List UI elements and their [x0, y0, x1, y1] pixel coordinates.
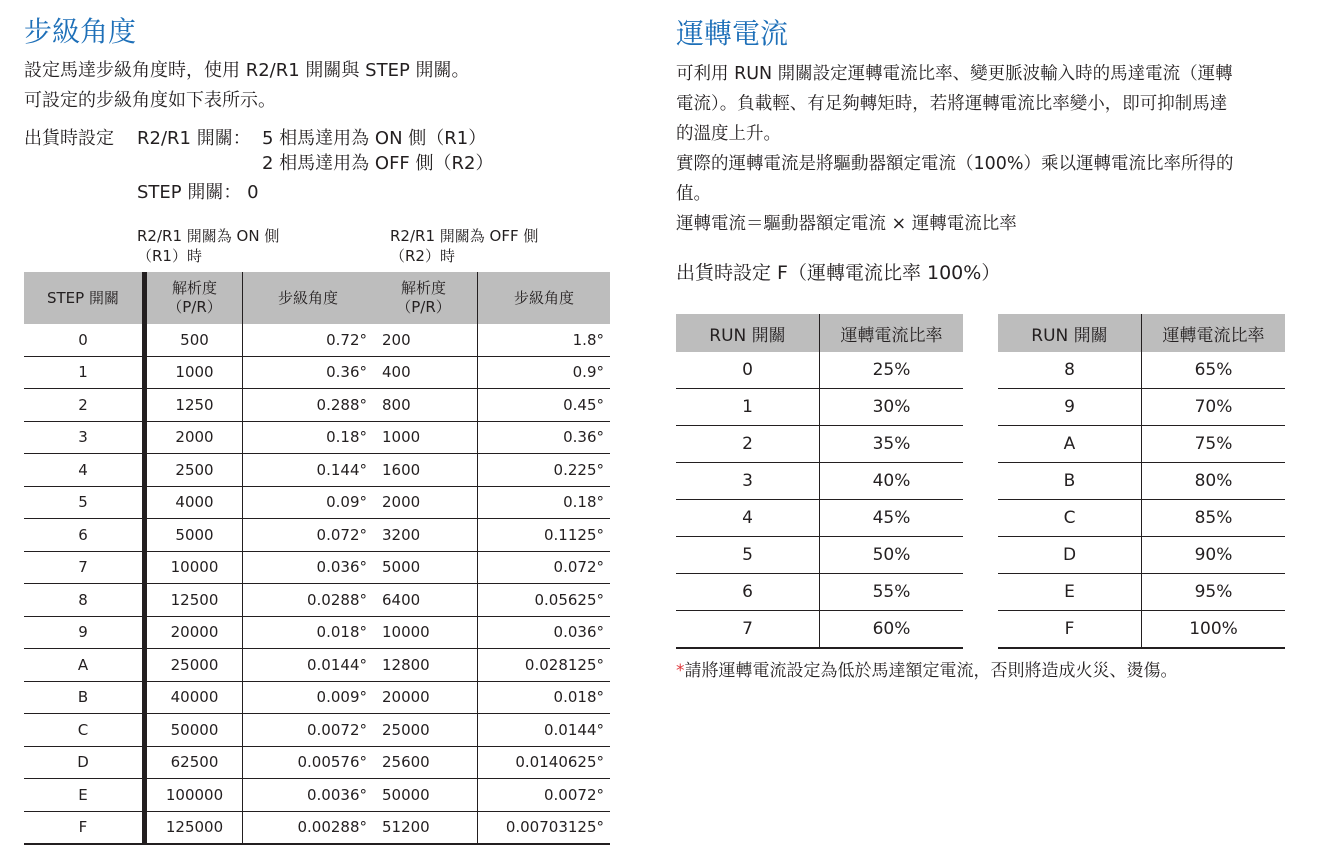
table-row	[676, 352, 963, 389]
step-angle-cell: 0.45°	[478, 389, 611, 422]
step-angle-cell: 0.00576°	[243, 746, 374, 779]
intro-line-1: 設定馬達步級角度時，使用 R2/R1 開關與 STEP 開關。	[24, 60, 470, 81]
step-angle-cell: 0.0144°	[478, 714, 611, 747]
table-row	[24, 519, 373, 552]
step-angle-cell: 0.18°	[243, 421, 374, 454]
step-angle-cell: 0.00288°	[243, 811, 374, 844]
step-angle-cell: 0.288°	[243, 389, 374, 422]
table-row	[370, 551, 610, 584]
resolution-cell: 51200	[370, 811, 478, 844]
table-row	[24, 486, 373, 519]
step-angle-cell: 0.0036°	[243, 779, 374, 812]
factory-setting-label: 出貨時設定	[24, 128, 114, 149]
table-row	[24, 584, 373, 617]
step-switch-cell: 8	[24, 584, 145, 617]
run-desc-line4: 實際的運轉電流是將驅動器額定電流（100%）乘以運轉電流比率所得的	[676, 154, 1234, 174]
step-switch-cell: 0	[24, 324, 145, 356]
warning-note	[676, 656, 1178, 681]
step-angle-cell: 0.0072°	[243, 714, 374, 747]
table-row	[24, 649, 373, 682]
resolution-cell: 100000	[145, 779, 243, 812]
resolution-cell: 400	[370, 356, 478, 389]
step-angle-cell: 0.144°	[243, 454, 374, 487]
run-switch-cell: E	[998, 574, 1142, 611]
run-switch-cell: 2	[676, 426, 820, 463]
run-factory-setting: 出貨時設定 F（運轉電流比率 100%）	[676, 262, 1001, 284]
run-ratio-cell: 60%	[820, 611, 964, 649]
run-ratio-cell: 40%	[820, 463, 964, 500]
table-row	[998, 352, 1285, 389]
factory-r2r1-line1: 5 相馬達用為 ON 側（R1）	[262, 128, 487, 149]
header-resolution-line1: 解析度	[171, 279, 217, 297]
resolution-cell: 10000	[145, 551, 243, 584]
run-ratio-cell: 80%	[1142, 463, 1286, 500]
table-row	[998, 389, 1285, 426]
table-row	[998, 611, 1285, 649]
step-table-r1	[24, 272, 373, 845]
run-ratio-cell: 85%	[1142, 500, 1286, 537]
resolution-cell: 3200	[370, 519, 478, 552]
step-switch-cell: 2	[24, 389, 145, 422]
table-row	[370, 746, 610, 779]
resolution-cell: 1000	[145, 356, 243, 389]
resolution-cell: 25000	[145, 649, 243, 682]
run-ratio-cell: 35%	[820, 426, 964, 463]
table-row	[24, 616, 373, 649]
resolution-cell: 10000	[370, 616, 478, 649]
resolution-cell: 1600	[370, 454, 478, 487]
step-switch-cell: 4	[24, 454, 145, 487]
run-ratio-cell: 45%	[820, 500, 964, 537]
step-switch-cell: B	[24, 681, 145, 714]
table-row	[24, 746, 373, 779]
table-row	[370, 421, 610, 454]
table-row	[370, 519, 610, 552]
section-title-step-angle: 步級角度	[24, 15, 137, 48]
resolution-cell: 25000	[370, 714, 478, 747]
run-switch-cell: 6	[676, 574, 820, 611]
table-row	[676, 574, 963, 611]
run-desc-line2: 電流）。負載輕、有足夠轉矩時，若將運轉電流比率變小，即可抑制馬達	[676, 94, 1228, 114]
run-switch-cell: 4	[676, 500, 820, 537]
run-switch-cell: 3	[676, 463, 820, 500]
resolution-cell: 12800	[370, 649, 478, 682]
header-resolution-line2: （P/R）	[396, 298, 451, 316]
step-angle-cell: 1.8°	[478, 324, 611, 356]
step-angle-cell: 0.0144°	[243, 649, 374, 682]
resolution-cell: 50000	[370, 779, 478, 812]
caption-on-line2: （R1）時	[137, 247, 202, 265]
table-row	[24, 454, 373, 487]
resolution-cell: 25600	[370, 746, 478, 779]
table-row	[676, 611, 963, 649]
step-angle-cell: 0.036°	[478, 616, 611, 649]
header-step-angle: 步級角度	[243, 272, 374, 324]
step-switch-cell: 6	[24, 519, 145, 552]
header-resolution-line2: （P/R）	[167, 298, 222, 316]
run-switch-cell: D	[998, 537, 1142, 574]
step-angle-cell: 0.072°	[243, 519, 374, 552]
step-angle-cell: 0.36°	[478, 421, 611, 454]
intro-line-2: 可設定的步級角度如下表所示。	[24, 90, 276, 111]
table-row	[676, 389, 963, 426]
resolution-cell: 2000	[145, 421, 243, 454]
caption-off-line2: （R2）時	[390, 247, 455, 265]
resolution-cell: 20000	[370, 681, 478, 714]
run-switch-cell: 5	[676, 537, 820, 574]
step-table-r2	[370, 272, 610, 845]
warning-note-text: 請將運轉電流設定為低於馬達額定電流，否則將造成火災、燙傷。	[684, 661, 1178, 681]
table-row	[998, 574, 1285, 611]
step-angle-cell: 0.018°	[243, 616, 374, 649]
factory-r2r1-line2: 2 相馬達用為 OFF 側（R2）	[262, 153, 494, 174]
run-switch-cell: F	[998, 611, 1142, 649]
step-angle-cell: 0.9°	[478, 356, 611, 389]
step-angle-cell: 0.05625°	[478, 584, 611, 617]
step-switch-cell: C	[24, 714, 145, 747]
step-angle-cell: 0.36°	[243, 356, 374, 389]
resolution-cell: 5000	[370, 551, 478, 584]
step-switch-cell: A	[24, 649, 145, 682]
resolution-cell: 6400	[370, 584, 478, 617]
resolution-cell: 20000	[145, 616, 243, 649]
resolution-cell: 62500	[145, 746, 243, 779]
header-run-ratio: 運轉電流比率	[820, 314, 964, 352]
table-row	[24, 779, 373, 812]
step-angle-cell: 0.072°	[478, 551, 611, 584]
resolution-cell: 4000	[145, 486, 243, 519]
header-run-ratio: 運轉電流比率	[1142, 314, 1286, 352]
step-angle-cell: 0.72°	[243, 324, 374, 356]
table-row	[370, 584, 610, 617]
run-desc-line1: 可利用 RUN 開關設定運轉電流比率、變更脈波輸入時的馬達電流（運轉	[676, 64, 1233, 84]
resolution-cell: 50000	[145, 714, 243, 747]
step-angle-cell: 0.18°	[478, 486, 611, 519]
step-angle-cell: 0.09°	[243, 486, 374, 519]
step-angle-cell: 0.036°	[243, 551, 374, 584]
resolution-cell: 12500	[145, 584, 243, 617]
table-row	[370, 681, 610, 714]
step-switch-cell: E	[24, 779, 145, 812]
table-row	[676, 537, 963, 574]
resolution-cell: 2000	[370, 486, 478, 519]
table-row	[676, 463, 963, 500]
step-angle-cell: 0.1125°	[478, 519, 611, 552]
run-ratio-cell: 50%	[820, 537, 964, 574]
step-switch-cell: D	[24, 746, 145, 779]
table-row	[370, 389, 610, 422]
step-angle-cell: 0.0072°	[478, 779, 611, 812]
factory-r2r1-label: R2/R1 開關：	[137, 128, 251, 149]
table-row	[998, 537, 1285, 574]
step-angle-cell: 0.0288°	[243, 584, 374, 617]
step-switch-cell: 7	[24, 551, 145, 584]
step-angle-cell: 0.009°	[243, 681, 374, 714]
factory-step-setting: STEP 開關： 0	[137, 182, 259, 203]
table-row	[370, 811, 610, 844]
caption-on-line1: R2/R1 開關為 ON 側	[137, 227, 280, 245]
resolution-cell: 200	[370, 324, 478, 356]
table-row	[370, 779, 610, 812]
resolution-cell: 5000	[145, 519, 243, 552]
run-switch-cell: 1	[676, 389, 820, 426]
header-step-angle: 步級角度	[478, 272, 611, 324]
table-row	[24, 324, 373, 356]
table-row	[24, 421, 373, 454]
table-row	[370, 324, 610, 356]
run-ratio-cell: 90%	[1142, 537, 1286, 574]
step-switch-cell: 9	[24, 616, 145, 649]
resolution-cell: 1000	[370, 421, 478, 454]
step-angle-cell: 0.0140625°	[478, 746, 611, 779]
step-switch-cell: 3	[24, 421, 145, 454]
run-desc-line5: 值。	[676, 184, 711, 204]
header-run-switch: RUN 開關	[676, 314, 820, 352]
table-row	[24, 681, 373, 714]
table-row	[24, 551, 373, 584]
run-switch-cell: 0	[676, 352, 820, 389]
run-switch-cell: A	[998, 426, 1142, 463]
run-ratio-cell: 65%	[1142, 352, 1286, 389]
table-row	[370, 356, 610, 389]
run-ratio-cell: 70%	[1142, 389, 1286, 426]
table-row	[24, 811, 373, 844]
step-switch-cell: F	[24, 811, 145, 844]
header-resolution-line1: 解析度	[400, 279, 446, 297]
run-ratio-cell: 75%	[1142, 426, 1286, 463]
table-row	[998, 463, 1285, 500]
table-row	[998, 426, 1285, 463]
resolution-cell: 125000	[145, 811, 243, 844]
table-row	[24, 714, 373, 747]
header-resolution	[370, 272, 478, 324]
table-row	[370, 714, 610, 747]
resolution-cell: 1250	[145, 389, 243, 422]
run-ratio-cell: 95%	[1142, 574, 1286, 611]
step-angle-cell: 0.00703125°	[478, 811, 611, 844]
table-row	[24, 356, 373, 389]
table-row	[676, 500, 963, 537]
table-row	[676, 426, 963, 463]
run-switch-cell: 9	[998, 389, 1142, 426]
table-row	[24, 389, 373, 422]
run-desc-line3: 的溫度上升。	[676, 124, 781, 144]
table-row	[370, 616, 610, 649]
table-row	[998, 500, 1285, 537]
table-row	[370, 649, 610, 682]
resolution-cell: 800	[370, 389, 478, 422]
step-switch-cell: 1	[24, 356, 145, 389]
resolution-cell: 2500	[145, 454, 243, 487]
run-switch-cell: 7	[676, 611, 820, 649]
run-current-formula: 運轉電流＝驅動器額定電流 × 運轉電流比率	[676, 214, 1017, 234]
run-switch-cell: C	[998, 500, 1142, 537]
run-ratio-cell: 100%	[1142, 611, 1286, 649]
run-ratio-cell: 30%	[820, 389, 964, 426]
run-table-a	[676, 314, 963, 649]
table-row	[370, 486, 610, 519]
resolution-cell: 500	[145, 324, 243, 356]
header-resolution	[145, 272, 243, 324]
step-switch-cell: 5	[24, 486, 145, 519]
step-angle-cell: 0.028125°	[478, 649, 611, 682]
resolution-cell: 40000	[145, 681, 243, 714]
section-title-run-current: 運轉電流	[676, 17, 789, 50]
caption-off-line1: R2/R1 開關為 OFF 側	[390, 227, 539, 245]
header-step-switch: STEP 開關	[24, 272, 145, 324]
table-row	[370, 454, 610, 487]
run-ratio-cell: 25%	[820, 352, 964, 389]
step-angle-cell: 0.018°	[478, 681, 611, 714]
run-switch-cell: B	[998, 463, 1142, 500]
header-run-switch: RUN 開關	[998, 314, 1142, 352]
run-switch-cell: 8	[998, 352, 1142, 389]
step-angle-cell: 0.225°	[478, 454, 611, 487]
run-ratio-cell: 55%	[820, 574, 964, 611]
run-table-b	[998, 314, 1285, 649]
note-asterisk: *	[676, 661, 685, 681]
